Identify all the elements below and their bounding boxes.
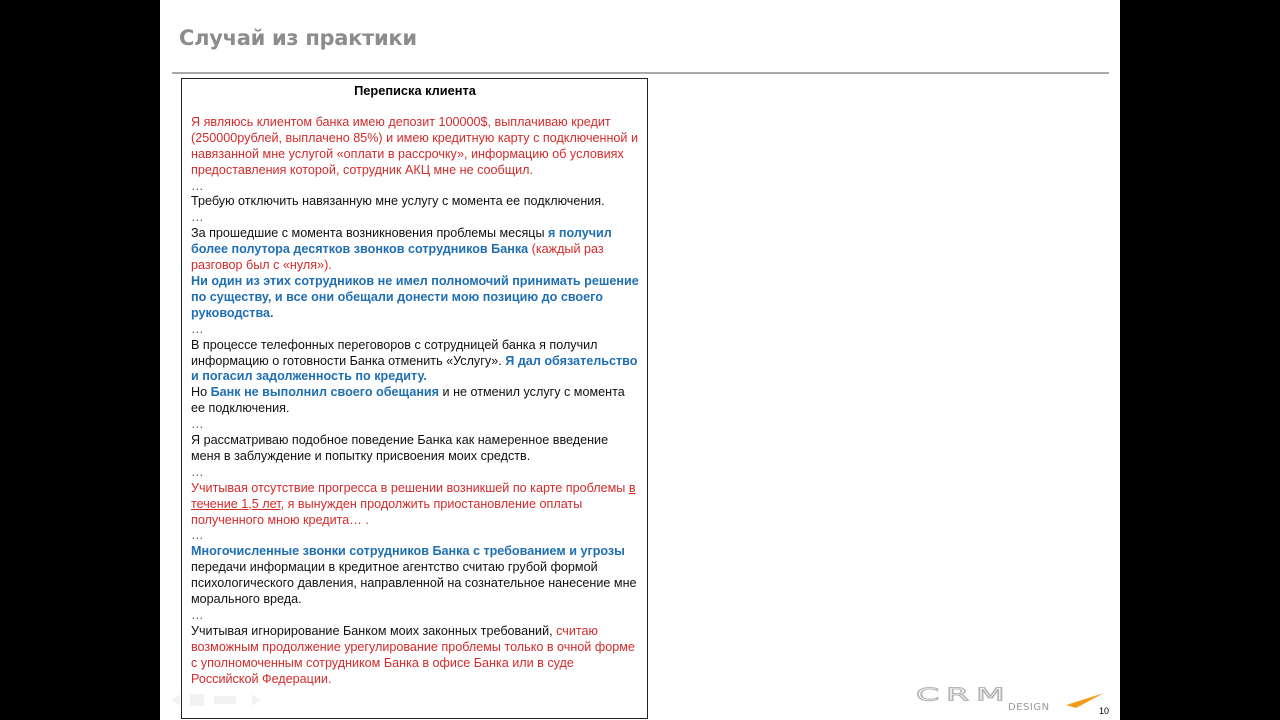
faded-nav-controls-icon <box>166 688 286 712</box>
text-segment: За прошедшие с момента возникновения проблемы месяцы <box>191 226 549 241</box>
title-divider <box>172 72 1109 74</box>
slide <box>160 0 1120 720</box>
crm-design-logo <box>916 678 1106 714</box>
text-segment-red: , я вынужден продолжить приостановление оплаты полученного мною кредита… . <box>191 496 583 527</box>
highlight-obligation: Я дал обязательство и погасил задолженность по кредиту. <box>191 353 638 384</box>
paragraph-resolution <box>191 624 639 688</box>
client-correspondence-box <box>181 78 648 719</box>
paragraph-demand: Требую отключить навязанную мне услугу с момента ее подключения. <box>191 194 605 209</box>
underlined-period: в течение 1,5 лет <box>191 480 636 511</box>
ellipsis: … <box>191 178 204 193</box>
ellipsis: … <box>191 608 204 622</box>
ellipsis: … <box>191 464 204 479</box>
text-segment-red: Учитывая отсутствие прогресса в решении возникшей по карте проблемы <box>191 480 629 495</box>
text-segment-red: считаю возможным продолжение урегулирование проблемы только в очной форме с уполномоченным сотрудником Банка в офисе Банка или в суде Российской Федерации. <box>191 623 635 686</box>
paragraph-misleading: Я рассматриваю подобное поведение Банка как намеренное введение меня в заблуждение и попытку присвоения моих средств. <box>191 433 609 463</box>
text-segment: и не отменил услугу с момента ее подключения. <box>191 385 625 416</box>
text-segment-red: (каждый раз разговор был с «нуля»). <box>191 242 604 273</box>
text-segment: Учитывая игнорирование Банком моих законных требований, <box>191 623 557 638</box>
logo-sub-text: DESIGN <box>1008 702 1050 713</box>
text-segment: Но <box>191 385 211 400</box>
ellipsis: … <box>191 321 204 336</box>
text-segment: передачи информации в кредитное агентство считаю грубой формой психологического давления, направленной на сознательное нанесение мне морального вреда. <box>191 560 637 607</box>
paragraph-broken-promise <box>191 385 639 417</box>
logo-main-text: CRM <box>916 685 1012 705</box>
paragraph-negotiation <box>191 338 639 386</box>
highlight-broken-promise: Банк не выполнил своего обещания <box>210 385 440 400</box>
correspondence-heading: Переписка клиента <box>354 83 476 98</box>
paragraph-client-status: Я являюсь клиентом банка имею депозит 100000$, выплачиваю кредит (250000рублей, выплачено 85%) и имею кредитную карту с подключенной и навязанной мне услугой «оплати в рассрочку», информацию об условиях предоставления которой, сотрудник АКЦ мне не сообщил. <box>191 114 639 177</box>
ellipsis: … <box>191 417 204 432</box>
paragraph-no-authority: Ни один из этих сотрудников не имел полномочий принимать решение по существу, и все они обещали донести мою позицию до своего руководства. <box>191 273 639 320</box>
paragraph-calls <box>191 226 639 274</box>
slide-title: Случай из практики <box>179 26 417 50</box>
text-segment: В процессе телефонных переговоров с сотрудницей банка я получил информацию о готовности Банка отменить «Услугу». <box>191 337 598 368</box>
paragraph-pressure <box>191 544 639 608</box>
paragraph-suspension <box>191 481 639 529</box>
highlight-threats: Многочисленные звонки сотрудников Банка с требованием и угрозы <box>191 544 625 559</box>
ellipsis: … <box>191 210 204 225</box>
ellipsis: … <box>191 528 204 543</box>
highlight-calls: я получил более полутора десятков звонков сотрудников Банка <box>191 226 612 257</box>
page-number: 10 <box>1099 706 1110 716</box>
